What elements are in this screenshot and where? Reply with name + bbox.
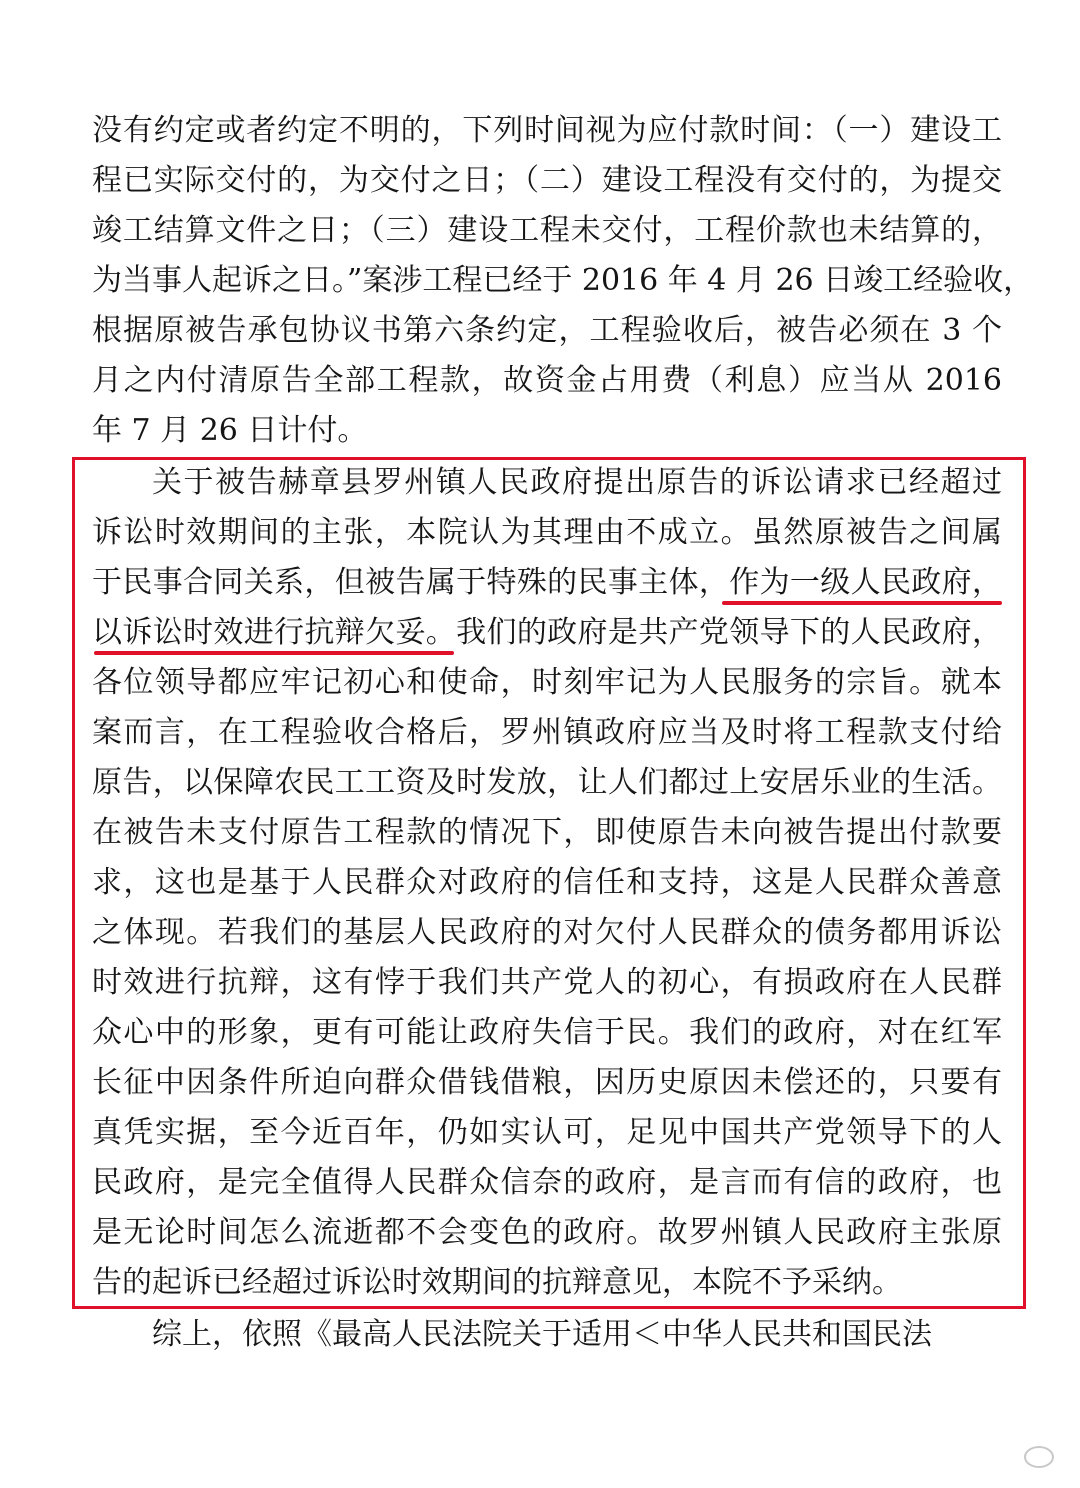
text-line: 之体现。若我们的基层人民政府的对欠付人民群众的债务都用诉讼 <box>92 915 1002 950</box>
text-line: 求，这也是基于人民群众对政府的信任和支持，这是人民群众善意 <box>92 865 1002 900</box>
paragraph-start-line: 综上，依照《最高人民法院关于适用＜中华人民共和国民法 <box>152 1317 932 1352</box>
text-line: 告的起诉已经超过诉讼时效期间的抗辩意见，本院不予采纳。 <box>92 1265 902 1300</box>
text-line: 于民事合同关系，但被告属于特殊的民事主体，作为一级人民政府， <box>92 565 1002 600</box>
text-line: 诉讼时效期间的主张，本院认为其理由不成立。虽然原被告之间属 <box>92 515 1002 550</box>
text-line: 没有约定或者约定不明的，下列时间视为应付款时间：（一）建设工 <box>92 113 1002 148</box>
highlight-underline <box>722 601 1002 605</box>
text-line: 程已实际交付的，为交付之日；（二）建设工程没有交付的，为提交 <box>92 163 1002 198</box>
text-line: 以诉讼时效进行抗辩欠妥。我们的政府是共产党领导下的人民政府， <box>92 615 1002 650</box>
watermark <box>1024 1446 1054 1468</box>
text-line: 是无论时间怎么流逝都不会变色的政府。故罗州镇人民政府主张原 <box>92 1215 1002 1250</box>
weibo-logo-icon <box>1024 1446 1054 1468</box>
text-line: 民政府，是完全值得人民群众信奈的政府，是言而有信的政府，也 <box>92 1165 1002 1200</box>
text-line: 在被告未支付原告工程款的情况下，即使原告未向被告提出付款要 <box>92 815 1002 850</box>
text-line: 众心中的形象，更有可能让政府失信于民。我们的政府，对在红军 <box>92 1015 1002 1050</box>
text-line: 月之内付清原告全部工程款，故资金占用费（利息）应当从 2016 <box>92 363 1002 398</box>
text-line: 根据原被告承包协议书第六条约定，工程验收后，被告必须在 3 个 <box>92 313 1002 348</box>
text-line: 为当事人起诉之日。”案涉工程已经于 2016 年 4 月 26 日竣工经验收， <box>92 263 1034 298</box>
text-line: 原告，以保障农民工工资及时发放，让人们都过上安居乐业的生活。 <box>92 765 1002 800</box>
text-line: 案而言，在工程验收合格后，罗州镇政府应当及时将工程款支付给 <box>92 715 1002 750</box>
text-line: 竣工结算文件之日；（三）建设工程未交付，工程价款也未结算的， <box>92 213 1002 248</box>
text-line: 长征中因条件所迫向群众借钱借粮，因历史原因未偿还的，只要有 <box>92 1065 1002 1100</box>
text-line: 各位领导都应牢记初心和使命，时刻牢记为人民服务的宗旨。就本 <box>92 665 1002 700</box>
paragraph-start-line: 关于被告赫章县罗州镇人民政府提出原告的诉讼请求已经超过 <box>152 465 1002 500</box>
highlight-underline <box>94 651 454 655</box>
text-line: 真凭实据，至今近百年，仍如实认可，足见中国共产党领导下的人 <box>92 1115 1002 1150</box>
text-line: 年 7 月 26 日计付。 <box>92 413 368 448</box>
text-line: 时效进行抗辩，这有悖于我们共产党人的初心，有损政府在人民群 <box>92 965 1002 1000</box>
